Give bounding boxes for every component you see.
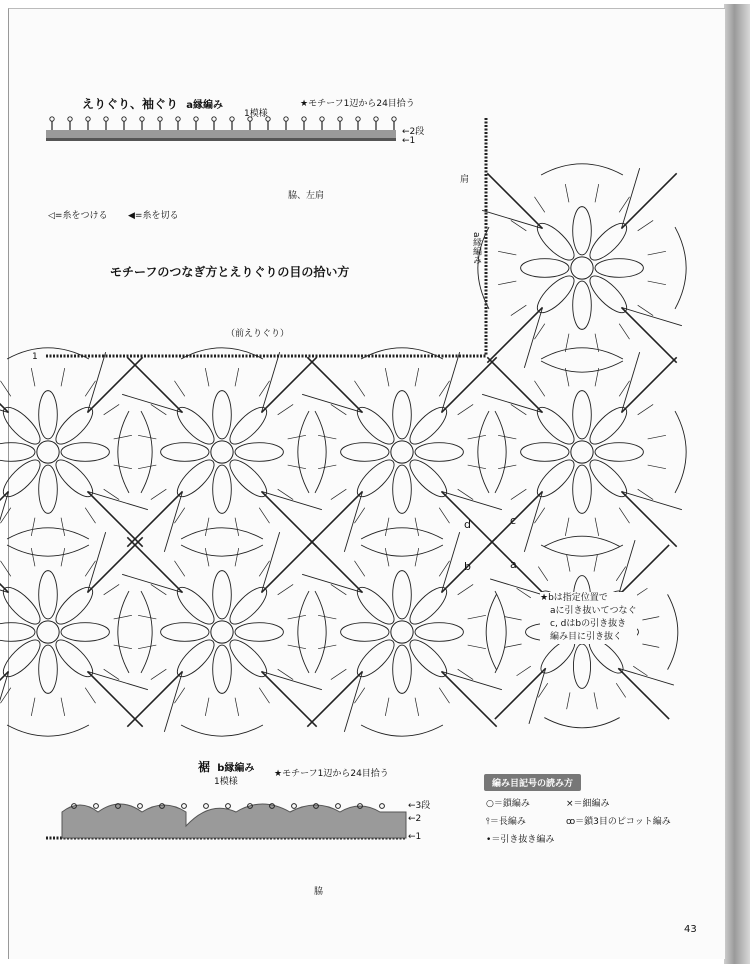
legend-chain: ○＝鎖編み — [486, 799, 530, 809]
motif-stitch — [633, 666, 647, 676]
motif-stitch — [498, 251, 516, 255]
motif-stitch — [104, 669, 119, 679]
motif-stitch — [642, 617, 659, 620]
neck-band-base — [46, 138, 396, 141]
motif-center-ring — [211, 441, 233, 463]
motif-stitch — [354, 561, 364, 576]
legend-single: ×＝細編み — [566, 799, 610, 809]
motif-edge-arc — [181, 545, 263, 556]
motif-stitch — [318, 645, 336, 649]
motif-petal — [0, 623, 35, 642]
neck-picot — [122, 117, 126, 121]
motif-stitch — [205, 368, 209, 386]
motif-edge-arc — [478, 411, 489, 493]
motif-stitch — [638, 220, 653, 230]
motif-stitch — [278, 404, 293, 414]
motif-edge-arc — [361, 528, 443, 539]
motif-petal — [161, 443, 209, 462]
neck-picot — [68, 117, 72, 121]
motif-stitch — [439, 561, 449, 576]
motif-stitch — [114, 645, 132, 649]
page-number: 43 — [684, 924, 697, 935]
shoulder-right: 肩 — [460, 175, 470, 185]
motif — [118, 528, 326, 736]
neck-picot — [86, 117, 90, 121]
motif-stitch — [259, 561, 269, 576]
motif-petal — [595, 443, 643, 462]
neck-pattern-repeat: 1模様 — [244, 109, 268, 119]
motif-petal — [415, 623, 463, 642]
motif-petal — [161, 623, 209, 642]
motif-stitch — [61, 368, 65, 386]
motif-edge-arc — [361, 545, 443, 556]
motif-stitch — [85, 508, 95, 523]
motif-stitch — [458, 489, 473, 499]
motif-stitch — [259, 381, 269, 396]
neck-sleeve-title: えりぐり、袖ぐり a縁編み — [82, 97, 223, 111]
motif-edge-arc — [668, 594, 678, 669]
motif-corner-spoke — [0, 671, 9, 726]
motif-stitch — [385, 698, 389, 716]
motif-stitch — [235, 518, 239, 536]
legend-cut: ◀=糸を切る — [128, 211, 179, 221]
motif-spoke-chain — [0, 394, 9, 412]
neck-picot — [374, 117, 378, 121]
neck-pickup-note: ★モチーフ1辺から24目拾う — [300, 99, 415, 109]
motif-petal — [213, 571, 232, 619]
motif-petal — [235, 443, 283, 462]
motif — [298, 528, 506, 736]
motif-stitch — [505, 617, 522, 620]
motif-stitch — [534, 508, 544, 523]
hem-pickup-note: ★モチーフ1辺から24目拾う — [274, 769, 389, 779]
motif-stitch — [498, 435, 516, 439]
a-edging-vertical: a縁編み — [471, 232, 481, 265]
motif-stitch — [415, 518, 419, 536]
motif-stitch — [648, 465, 666, 469]
motif-edge-arc — [541, 545, 623, 556]
shoulder-label: 脇、左肩 — [288, 191, 325, 201]
motif-spoke-chain — [0, 574, 9, 592]
motif-stitch — [31, 518, 35, 536]
front-neck-label: （前えりぐり） — [226, 329, 290, 339]
motif-stitch — [235, 548, 239, 566]
motif-stitch — [498, 465, 516, 469]
motif-center-ring — [391, 621, 413, 643]
neck-picot — [356, 117, 360, 121]
motif-stitch — [642, 644, 659, 647]
motif-stitch — [0, 381, 10, 396]
neck-picot — [230, 117, 234, 121]
legend-slip: •＝引き抜き編み — [486, 835, 555, 845]
motif-petal — [521, 259, 569, 278]
motif-edge-arc — [361, 725, 443, 736]
row-left-1: 1 — [32, 352, 38, 362]
motif-stitch — [638, 305, 653, 315]
motif-stitch — [458, 584, 473, 594]
motif-edge-arc — [675, 411, 686, 493]
motif-stitch — [104, 404, 119, 414]
motif-stitch — [331, 584, 346, 594]
motif-stitch — [318, 615, 336, 619]
motif-edge-arc — [495, 591, 506, 673]
motif-edge-arc — [298, 591, 309, 673]
motif-edge-arc — [118, 591, 129, 673]
motif-stitch — [638, 404, 653, 414]
motif-stitch — [648, 251, 666, 255]
neck-picot — [50, 117, 54, 121]
motif-center-ring — [37, 441, 59, 463]
motif-stitch — [318, 465, 336, 469]
motif-stitch — [354, 688, 364, 703]
motif-edge-arc — [486, 594, 496, 669]
motif-stitch — [595, 518, 599, 536]
motif-stitch — [259, 508, 269, 523]
motif-edge-arc — [495, 411, 506, 493]
motif-stitch — [85, 561, 95, 576]
motif-edge-arc — [541, 361, 623, 372]
motif-stitch — [468, 645, 486, 649]
hem-pattern-repeat: 1模様 — [214, 777, 238, 787]
motif-stitch — [415, 698, 419, 716]
neck-picot — [338, 117, 342, 121]
motif-stitch — [104, 584, 119, 594]
motif-stitch — [565, 518, 569, 536]
motif-stitch — [517, 588, 531, 598]
motif-stitch — [278, 669, 293, 679]
hem-row3: ←3段 — [408, 801, 431, 811]
motif-petal — [393, 465, 412, 513]
motif-stitch — [385, 518, 389, 536]
motif-stitch — [174, 508, 184, 523]
hem-picot — [226, 804, 231, 809]
motif-stitch — [638, 489, 653, 499]
motif-stitch — [534, 324, 544, 339]
motif-stitch — [85, 688, 95, 703]
neck-band — [46, 130, 396, 138]
motif-stitch — [616, 567, 626, 581]
motif-stitch — [151, 669, 166, 679]
motif-petal — [595, 259, 643, 278]
motif-stitch — [205, 518, 209, 536]
legend-attach: ◁=糸をつける — [48, 211, 108, 221]
motif-petal — [573, 281, 592, 329]
neck-row1: ←1 — [402, 136, 416, 146]
join-note: ★bは指定位置で aに引き抜いてつなぐ c, dはbの引き抜き 編み目に引き抜く — [540, 593, 637, 642]
motif-stitch — [511, 489, 526, 499]
motif-edge-arc — [298, 411, 309, 493]
motif-stitch — [288, 615, 306, 619]
motif-stitch — [534, 381, 544, 396]
motif-edge-arc — [7, 528, 89, 539]
motif-petal — [573, 465, 592, 513]
motif-stitch — [505, 644, 522, 647]
motif-petal — [573, 391, 592, 439]
motif-stitch — [331, 404, 346, 414]
motif-petal — [235, 623, 283, 642]
motif-stitch — [278, 489, 293, 499]
motif-center-ring — [571, 441, 593, 463]
hem-picot — [138, 804, 143, 809]
hem-picot — [292, 804, 297, 809]
motif-petal — [573, 207, 592, 255]
motif-petal — [393, 391, 412, 439]
motif-stitch — [595, 184, 599, 202]
motif-stitch — [619, 197, 629, 212]
hem-row2: ←2 — [408, 814, 422, 824]
motif-stitch — [517, 666, 531, 676]
motif-petal — [341, 443, 389, 462]
motif-stitch — [114, 435, 132, 439]
motif-stitch — [648, 435, 666, 439]
motif-edge-arc — [675, 227, 686, 309]
motif-stitch — [174, 561, 184, 576]
motif-stitch — [235, 368, 239, 386]
neck-picot — [104, 117, 108, 121]
motif-stitch — [567, 692, 570, 709]
motif-edge-arc — [544, 536, 619, 546]
motif-stitch — [439, 381, 449, 396]
join-a: a — [510, 558, 517, 571]
motif-stitch — [439, 688, 449, 703]
hem-picot — [336, 804, 341, 809]
motif-stitch — [458, 669, 473, 679]
motif-stitch — [138, 645, 156, 649]
motif-stitch — [331, 669, 346, 679]
neck-picot — [158, 117, 162, 121]
motif-stitch — [138, 615, 156, 619]
hem-band — [62, 804, 406, 838]
motif-stitch — [468, 435, 486, 439]
neck-picot — [392, 117, 396, 121]
motif-petal — [0, 443, 35, 462]
motif-petal — [573, 644, 590, 688]
motif-stitch — [511, 220, 526, 230]
motif-stitch — [0, 508, 10, 523]
motif-petal — [213, 645, 232, 693]
motif-stitch — [534, 197, 544, 212]
hem-side-label: 脇 — [314, 887, 324, 897]
hem-row1: ←1 — [408, 832, 422, 842]
motif-stitch — [331, 489, 346, 499]
motif — [118, 348, 326, 556]
motif-petal — [39, 571, 58, 619]
motif-stitch — [259, 688, 269, 703]
motif-edge-arc — [315, 411, 326, 493]
motif-stitch — [594, 555, 597, 572]
motif-petal — [39, 391, 58, 439]
motif — [0, 348, 152, 556]
neck-picot — [176, 117, 180, 121]
neck-picot — [320, 117, 324, 121]
motif-stitch — [61, 698, 65, 716]
motif-stitch — [318, 435, 336, 439]
motif-stitch — [151, 404, 166, 414]
motif-stitch — [498, 281, 516, 285]
join-b: b — [464, 560, 471, 573]
motif-stitch — [648, 281, 666, 285]
motif-edge-arc — [7, 725, 89, 736]
motif-stitch — [619, 381, 629, 396]
motif-stitch — [619, 324, 629, 339]
motif-stitch — [415, 548, 419, 566]
motif-stitch — [31, 368, 35, 386]
main-title: モチーフのつなぎ方とえりぐりの目の拾い方 — [110, 265, 350, 279]
motif-stitch — [288, 645, 306, 649]
motif-center-ring — [391, 441, 413, 463]
motif-stitch — [468, 465, 486, 469]
motif-edge-arc — [544, 718, 619, 728]
motif-petal — [61, 623, 109, 642]
motif-edge-arc — [541, 348, 623, 359]
motif-center-ring — [37, 621, 59, 643]
motif-stitch — [174, 381, 184, 396]
neck-picot — [302, 117, 306, 121]
neck-picot — [284, 117, 288, 121]
motif-stitch — [31, 548, 35, 566]
join-c: c — [510, 514, 517, 527]
motif-edge-arc — [141, 591, 152, 673]
motif-stitch — [138, 465, 156, 469]
motif-stitch — [288, 435, 306, 439]
motif-edge-arc — [118, 411, 129, 493]
motif-stitch — [0, 688, 10, 703]
motif-stitch — [415, 368, 419, 386]
motif-stitch — [114, 615, 132, 619]
motif-stitch — [619, 508, 629, 523]
motif-stitch — [288, 465, 306, 469]
motif-petal — [393, 571, 412, 619]
neck-picot — [194, 117, 198, 121]
motif-stitch — [61, 548, 65, 566]
motif-stitch — [138, 435, 156, 439]
motif-stitch — [439, 508, 449, 523]
motif-petal — [521, 443, 569, 462]
legend-picot: ꝏ＝鎖3目のピコット編み — [566, 817, 671, 827]
motif-stitch — [0, 561, 10, 576]
motif-stitch — [151, 489, 166, 499]
motif-stitch — [458, 404, 473, 414]
motif-stitch — [565, 184, 569, 202]
hem-picot — [204, 804, 209, 809]
motif-stitch — [468, 615, 486, 619]
motif-stitch — [594, 692, 597, 709]
motif-grid — [0, 164, 686, 736]
motif-petal — [39, 465, 58, 513]
motif-petal — [415, 443, 463, 462]
motif-edge-arc — [541, 164, 623, 175]
motif-stitch — [385, 368, 389, 386]
motif-edge-arc — [7, 545, 89, 556]
motif-stitch — [538, 567, 548, 581]
hem-picot — [94, 804, 99, 809]
motif-stitch — [85, 381, 95, 396]
motif-edge-arc — [315, 591, 326, 673]
motif-edge-arc — [181, 725, 263, 736]
motif-center-ring — [211, 621, 233, 643]
edging-bands — [46, 117, 486, 838]
motif-stitch — [616, 683, 626, 697]
join-d: d — [464, 518, 471, 531]
motif-stitch — [511, 404, 526, 414]
motif-stitch — [511, 305, 526, 315]
motif-stitch — [205, 548, 209, 566]
hem-picot — [380, 804, 385, 809]
motif-petal — [393, 645, 412, 693]
neck-row2: ←2段 — [402, 127, 425, 137]
motif-stitch — [151, 584, 166, 594]
neck-picot — [140, 117, 144, 121]
motif-corner-spoke — [0, 357, 9, 412]
motif-stitch — [235, 698, 239, 716]
motif-petal — [213, 465, 232, 513]
motif-edge-arc — [141, 411, 152, 493]
motif-stitch — [354, 381, 364, 396]
neck-picot — [212, 117, 216, 121]
motif-stitch — [104, 489, 119, 499]
motif — [478, 164, 686, 372]
motif-stitch — [174, 688, 184, 703]
motif-edge-arc — [181, 528, 263, 539]
motif-petal — [39, 645, 58, 693]
motif-stitch — [567, 555, 570, 572]
motif — [0, 528, 152, 736]
motif-stitch — [354, 508, 364, 523]
motif-center-ring — [571, 257, 593, 279]
motif-stitch — [114, 465, 132, 469]
motif-stitch — [278, 584, 293, 594]
motif-petal — [341, 623, 389, 642]
motif-petal — [61, 443, 109, 462]
motif-petal — [213, 391, 232, 439]
motif-stitch — [385, 548, 389, 566]
motif-stitch — [61, 518, 65, 536]
motif-stitch — [31, 698, 35, 716]
legend-treble: ⫯＝長編み — [486, 817, 526, 827]
hem-picot — [182, 804, 187, 809]
hem-title: 裾 b縁編み — [198, 760, 255, 774]
motif-stitch — [538, 683, 548, 697]
motif-stitch — [205, 698, 209, 716]
motif — [298, 348, 506, 556]
legend-title: 編み目記号の読み方 — [484, 774, 581, 791]
